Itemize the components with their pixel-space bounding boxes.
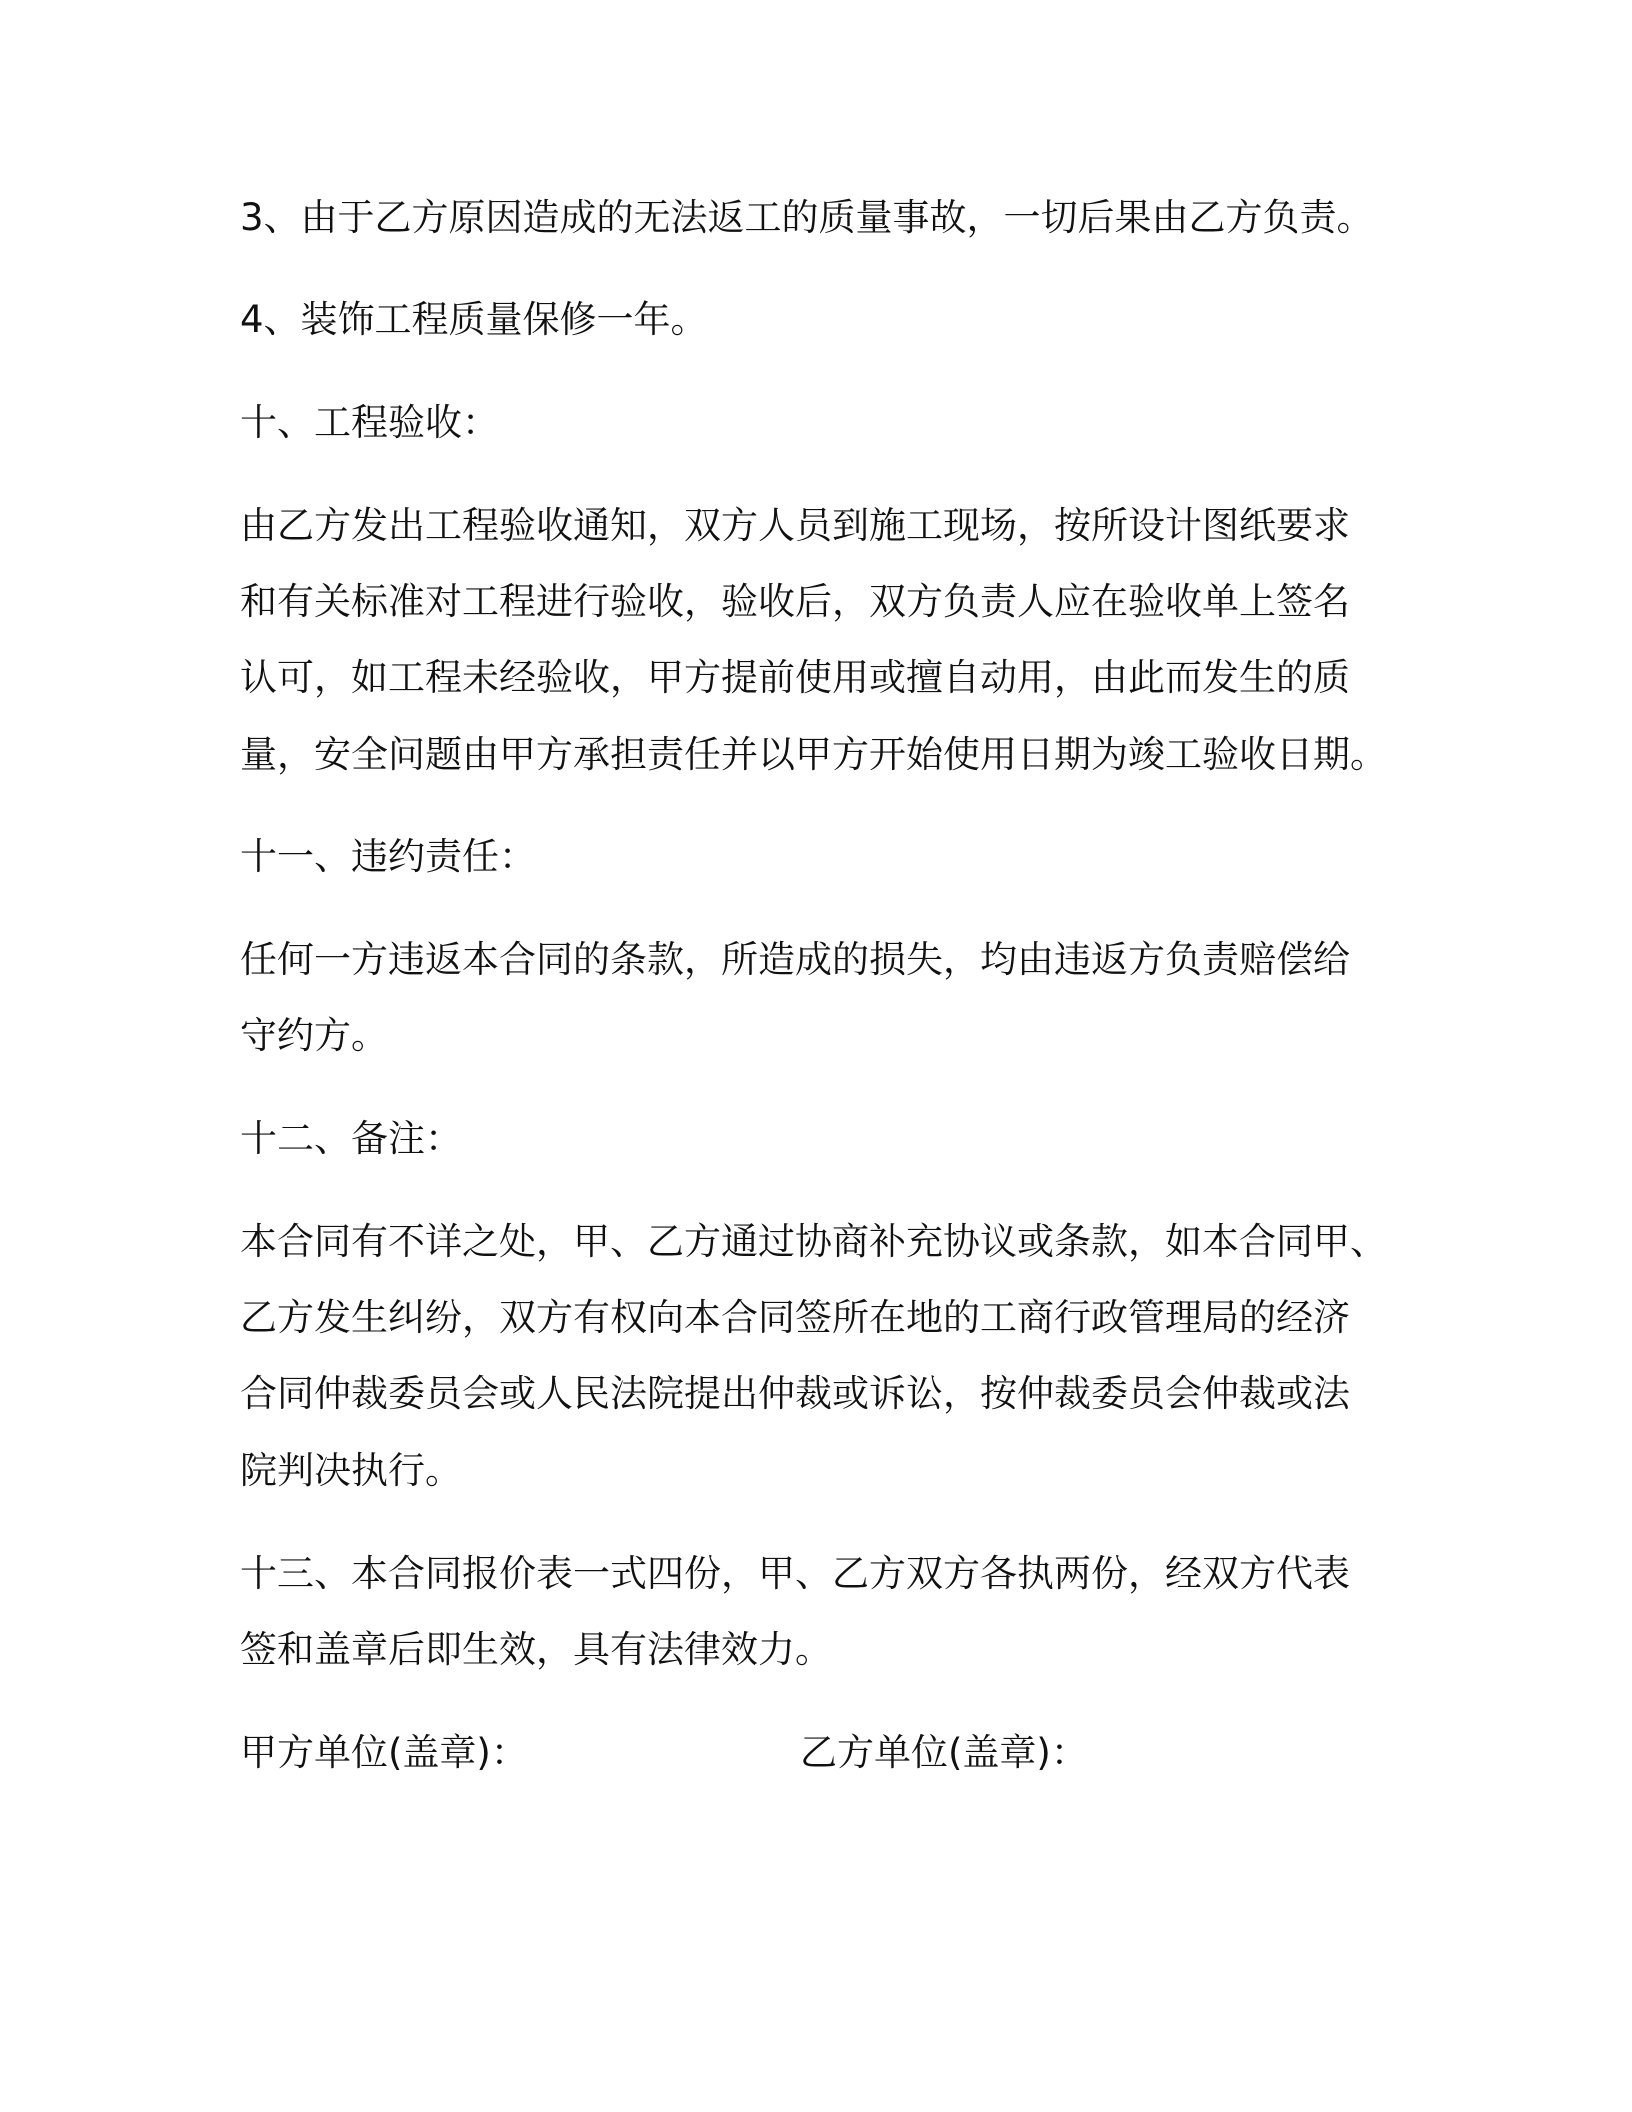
section-13-line-1: 十三、本合同报价表一式四份，甲、乙方双方各执两份，经双方代表 — [240, 1552, 1350, 1595]
section-12-body-line-2: 乙方发生纠纷，双方有权向本合同签所在地的工商行政管理局的经济 — [240, 1296, 1350, 1339]
section-10-body-line-3: 认可，如工程未经验收，甲方提前使用或擅自动用，由此而发生的质 — [240, 656, 1350, 699]
section-11-body-line-1: 任何一方违返本合同的条款，所造成的损失，均由违返方负责赔偿给 — [240, 938, 1350, 981]
section-11-body-line-2: 守约方。 — [240, 1014, 388, 1057]
party-a-signature-label: 甲方单位(盖章)： — [240, 1731, 528, 1774]
section-10-heading: 十、工程验收： — [240, 401, 499, 444]
section-10-body-line-4: 量，安全问题由甲方承担责任并以甲方开始使用日期为竣工验收日期。 — [240, 733, 1387, 776]
section-12-body-line-4: 院判决执行。 — [240, 1449, 462, 1492]
section-12-heading: 十二、备注： — [240, 1117, 462, 1160]
section-10-body-line-2: 和有关标准对工程进行验收，验收后，双方负责人应在验收单上签名 — [240, 580, 1350, 623]
clause-3-line: 3、由于乙方原因造成的无法返工的质量事故，一切后果由乙方负责。 — [240, 196, 1374, 239]
section-11-heading: 十一、违约责任： — [240, 835, 536, 878]
section-13-line-2: 签和盖章后即生效，具有法律效力。 — [240, 1628, 832, 1671]
clause-4-line: 4、装饰工程质量保修一年。 — [240, 298, 708, 341]
section-12-body-line-1: 本合同有不详之处，甲、乙方通过协商补充协议或条款，如本合同甲、 — [240, 1220, 1387, 1263]
party-b-signature-label: 乙方单位(盖章)： — [800, 1731, 1088, 1774]
section-12-body-line-3: 合同仲裁委员会或人民法院提出仲裁或诉讼，按仲裁委员会仲裁或法 — [240, 1372, 1350, 1415]
section-10-body-line-1: 由乙方发出工程验收通知，双方人员到施工现场，按所设计图纸要求 — [240, 504, 1350, 547]
